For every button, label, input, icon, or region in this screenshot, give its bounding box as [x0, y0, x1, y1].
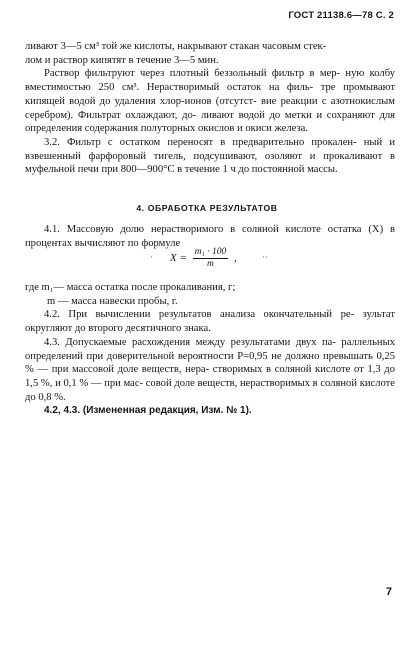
formula-fraction — [193, 247, 229, 270]
intro-text — [25, 40, 395, 177]
formula-numerator: m₁ · 100 — [194, 247, 227, 257]
filtration-paragraph: Раствор фильтруют через плотный беззольный фильтр в мер- ную колбу вместимостью 250 см³. Нерастворимый остаток на филь- тре промывают кипящей водой до удаления хлор-ионов (отсутст- вие реакции с азотнокислым серебром). Фильтрат охлаждают, до- ливают водой до метки и сохраняют для определения содержания полуторных окислов и окиси железа. — [25, 68, 395, 135]
section-4-body — [25, 281, 395, 418]
scan-speck: · — [150, 252, 153, 262]
page-number: 7 — [385, 586, 392, 598]
formula-lhs: X = — [170, 252, 187, 265]
where-line-2: m — масса навески пробы, г. — [47, 295, 178, 307]
where-line-1: где m₁— масса остатка после прокаливания, г; — [25, 282, 236, 293]
formula-denominator: m — [206, 259, 214, 269]
formula-tail: , — [233, 252, 237, 265]
document-header-code: ГОСТ 21138.6—78 С. 2 — [288, 10, 394, 21]
paragraph-4-1-text: 4.1. Массовую долю нерастворимого в соляной кислоте остатка (X) в процентах вычисляют по формуле — [25, 224, 395, 249]
paragraph-3-2: 3.2. Фильтр с остатком переносят в предварительно прокален- ный и взвешенный фарфоровый тигель, подсушивают, озоляют и прокаливают в муфельной печи при 800—900°С в течение 1 ч до постоянной массы. — [25, 136, 395, 176]
formula — [170, 247, 237, 270]
amendment-note: 4.2, 4.3. (Измененная редакция, Изм. № 1). — [44, 405, 252, 417]
section-4-title: 4. ОБРАБОТКА РЕЗУЛЬТАТОВ — [136, 203, 278, 213]
intro-line-2: лом и раствор кипятят в течение 3—5 мин. — [25, 54, 219, 66]
intro-line-1: ливают 3—5 см³ той же кислоты, накрывают стакан часовым стек- — [25, 41, 327, 52]
paragraph-4-2: 4.2. При вычислении результатов анализа окончательный ре- зультат округляют до второго десятичного знака. — [25, 309, 395, 335]
scan-speck: ·· — [262, 252, 268, 262]
paragraph-4-3: 4.3. Допускаемые расхождения между результатами двух па- раллельных определений при доверительной вероятности P=0,95 не должно превышать 0,25 % — при массовой доле веществ, нера- створимых в соляной кислоте от 1,3 до 1,5 %, и 0,1 % — при мас- совой доле веществ, нерастворимых в соляной кислоте до 0,8 %. — [25, 336, 395, 403]
